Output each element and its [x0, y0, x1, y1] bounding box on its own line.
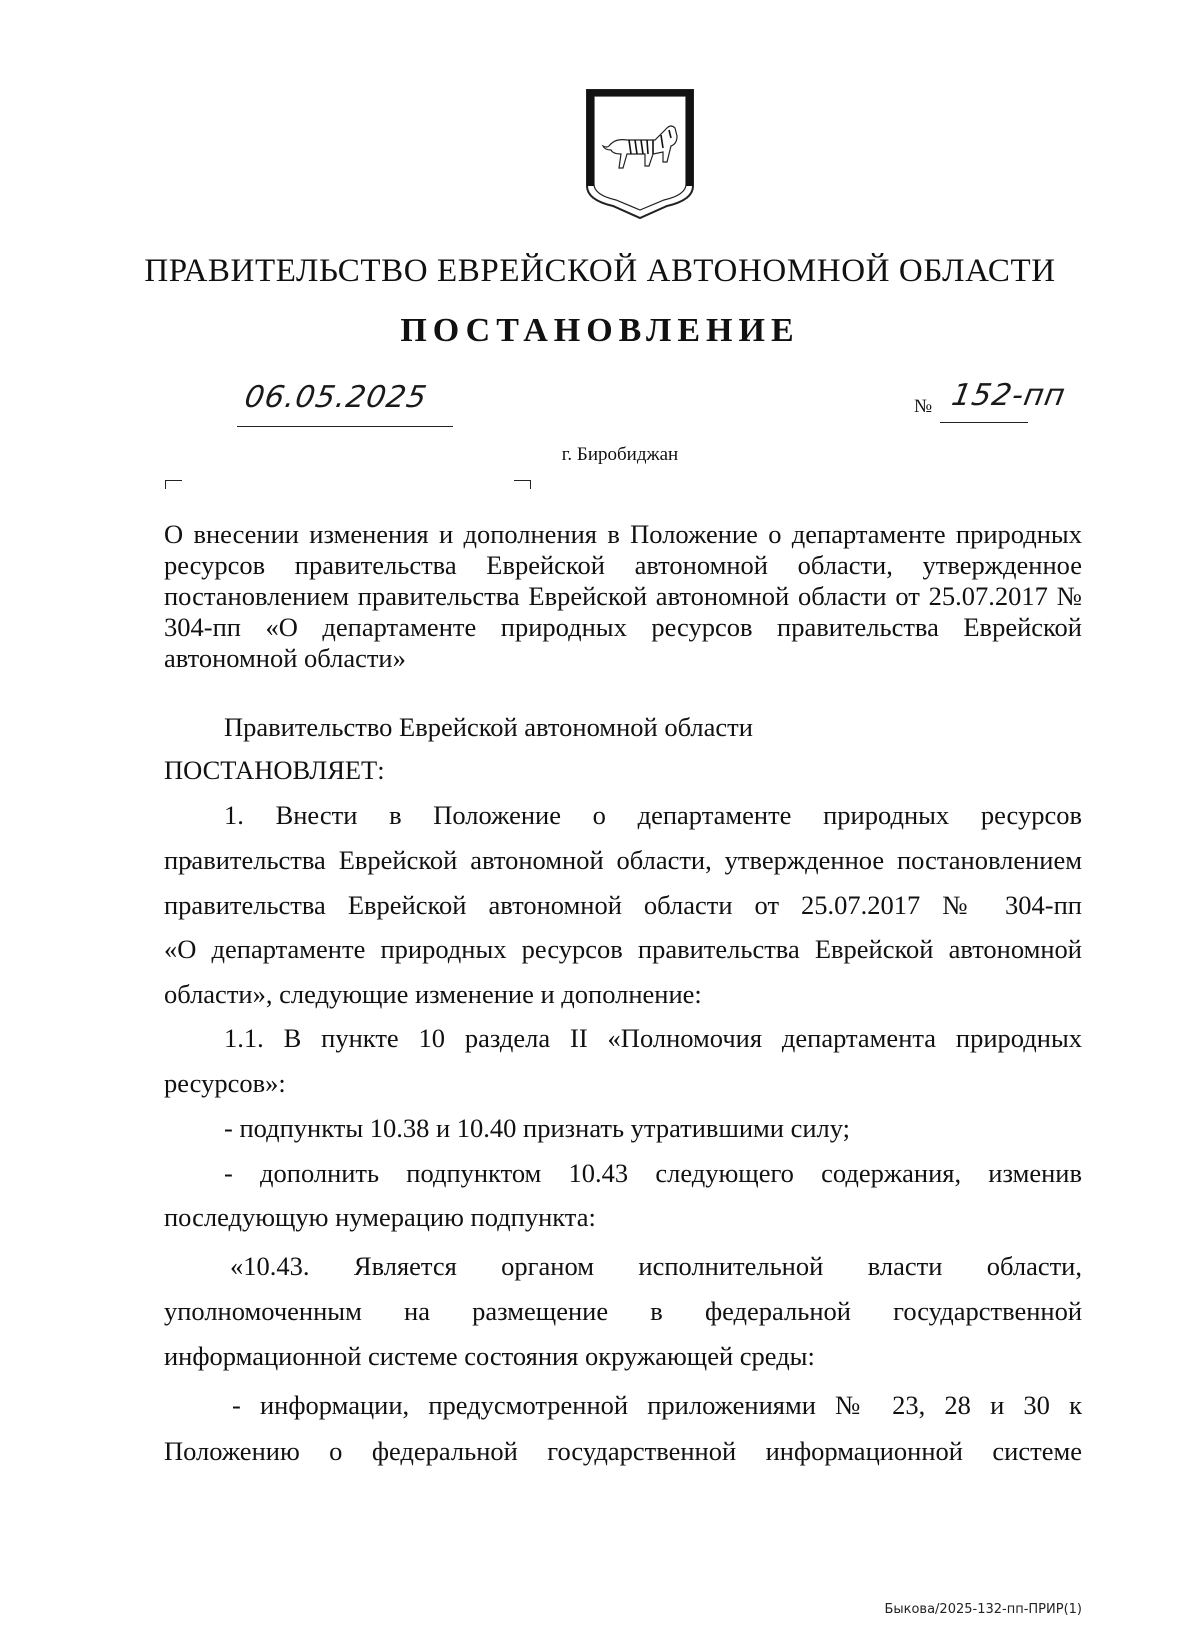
- body-line: информационной системе состояния окружающей среды:: [164, 1341, 815, 1371]
- body-line: правительства Еврейской автономной области, утвержденное постановлением: [164, 845, 1082, 875]
- city-label: г. Биробиджан: [561, 444, 679, 465]
- body-line: - дополнить подпунктом 10.43 следующего содержания, изменив: [224, 1158, 1082, 1188]
- body-line: «О департаменте природных ресурсов правительства Еврейской автономной: [164, 934, 1082, 964]
- coat-of-arms-tiger-icon: [583, 88, 697, 222]
- body-line: уполномоченным на размещение в федеральной государственной: [164, 1296, 1082, 1326]
- subject-corner-left: [165, 480, 182, 489]
- number-field: [940, 378, 1069, 423]
- document-footer-code: Быкова/2025-132-пп-ПРИР(1): [884, 1602, 1082, 1617]
- body-line: области», следующие изменение и дополнение:: [164, 979, 702, 1009]
- date-field: [237, 380, 453, 427]
- document-kind-title: ПОСТАНОВЛЕНИЕ: [400, 312, 800, 349]
- body-line: 1. Внести в Положение о департаменте природных ресурсов: [224, 800, 1082, 830]
- body-line: ПОСТАНОВЛЯЕТ:: [164, 755, 385, 785]
- subject-corner-right: [514, 480, 531, 489]
- handwritten-number: 152-пп: [948, 378, 1069, 413]
- body-line: Правительство Еврейской автономной области: [224, 712, 753, 742]
- body-line: правительства Еврейской автономной области от 25.07.2017 № 304-пп: [164, 890, 1082, 920]
- body-line: Положению о федеральной государственной информационной системе: [164, 1436, 1082, 1466]
- document-subject: О внесении изменения и дополнения в Положение о департаменте природных ресурсов правительства Еврейской автономной области, утвержденное постановлением правительства Еврейской автономной области от 25.07.2017 № 304-пп «О департаменте природных ресурсов правительства Еврейской автономной области»: [164, 519, 1082, 673]
- body-line: 1.1. В пункте 10 раздела II «Полномочия департамента природных: [224, 1023, 1082, 1053]
- body-line: - информации, предусмотренной приложениями № 23, 28 и 30 к: [232, 1390, 1082, 1420]
- handwritten-date: 06.05.2025: [241, 380, 430, 415]
- body-line: последующую нумерацию подпункта:: [164, 1202, 596, 1232]
- body-line: «10.43. Является органом исполнительной власти области,: [230, 1251, 1082, 1281]
- number-sign: №: [914, 396, 933, 417]
- body-line: - подпункты 10.38 и 10.40 признать утратившими силу;: [224, 1113, 851, 1143]
- organization-title: ПРАВИТЕЛЬСТВО ЕВРЕЙСКОЙ АВТОНОМНОЙ ОБЛАСТИ: [144, 253, 1056, 289]
- body-line: ресурсов»:: [164, 1068, 286, 1098]
